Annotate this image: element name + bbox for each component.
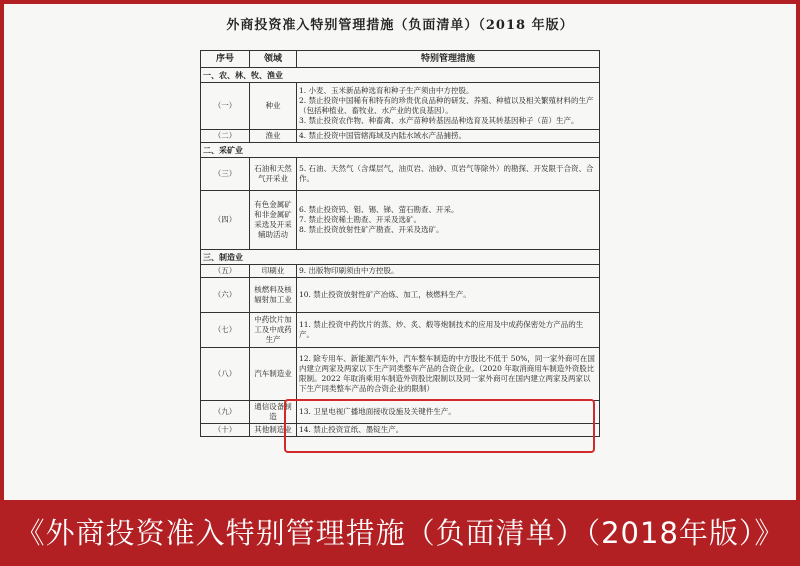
measure-item: 1. 小麦、玉米新品种选育和种子生产须由中方控股。 [299, 86, 474, 95]
section-row [201, 68, 600, 83]
row-field: 中药饮片加工及中成药生产 [250, 313, 297, 348]
row-measures [297, 158, 600, 191]
measure-item: 14. 禁止投资宣纸、墨锭生产。 [299, 425, 404, 434]
measure-item: 10. 禁止投资放射性矿产冶炼、加工，核燃料生产。 [299, 290, 471, 299]
row-field: 其他制造业 [250, 424, 297, 437]
row-no: （三） [201, 158, 250, 191]
section-title: 一、农、林、牧、渔业 [201, 68, 600, 83]
measure-item: 13. 卫星电视广播地面接收设施及关键件生产。 [299, 407, 456, 416]
header-measures: 特别管理措施 [297, 51, 600, 68]
row-measures [297, 83, 600, 130]
top-accent-bar [0, 0, 800, 4]
measure-item: 3. 禁止投资农作物、种畜禽、水产苗种转基因品种选育及其转基因种子（苗）生产。 [299, 116, 579, 125]
document-title: 外商投资准入特别管理措施（负面清单）（2018 年版） [226, 18, 574, 33]
row-no: （十） [201, 424, 250, 437]
row-no: （四） [201, 191, 250, 250]
row-field: 汽车制造业 [250, 348, 297, 401]
section-title: 二、采矿业 [201, 143, 600, 158]
right-accent-bar [796, 0, 800, 500]
row-measures [297, 265, 600, 278]
row-field: 石油和天然气开采业 [250, 158, 297, 191]
row-no: （八） [201, 348, 250, 401]
row-no: （五） [201, 265, 250, 278]
header-no: 序号 [201, 51, 250, 68]
row-no: （七） [201, 313, 250, 348]
caption-text: 《外商投资准入特别管理措施（负面清单）（2018年版）》 [15, 516, 785, 550]
measure-item: 12. 除专用车、新能源汽车外，汽车整车制造的中方股比不低于 50%，同一家外商可在国内建立两家及两家以下生产同类整车产品的合资企业。（2020 年取消商用车制造外资股比限制。2022 年取消乘用车制造外资股比限制以及同一家外商可在国内建立两家及两家以下生产同类整车产品的合资企业的限制） [299, 354, 595, 393]
row-field: 有色金属矿和非金属矿采选及开采辅助活动 [250, 191, 297, 250]
measure-item: 8. 禁止投资放射性矿产勘查、开采及选矿。 [299, 225, 444, 234]
measure-item: 2. 禁止投资中国稀有和特有的珍贵优良品种的研发、养殖、种植以及相关繁殖材料的生产（包括种植业、畜牧业、水产业的优良基因）。 [299, 96, 594, 115]
table-header-row [201, 51, 600, 68]
measure-item: 4. 禁止投资中国管辖海域及内陆水域水产品捕捞。 [299, 131, 467, 140]
caption-banner [0, 500, 800, 566]
table-row [201, 313, 600, 348]
row-measures [297, 191, 600, 250]
measure-item: 9. 出版物印刷须由中方控股。 [299, 266, 399, 275]
table-row [201, 158, 600, 191]
row-no: （九） [201, 401, 250, 424]
measure-item: 11. 禁止投资中药饮片的蒸、炒、炙、煅等炮制技术的应用及中成药保密处方产品的生产。 [299, 320, 584, 339]
row-field: 渔业 [250, 130, 297, 143]
measure-item: 6. 禁止投资钨、钼、锡、锑、萤石勘查、开采。 [299, 205, 459, 214]
highlight-box [284, 399, 595, 453]
table-row [201, 130, 600, 143]
section-row [201, 250, 600, 265]
table-row [201, 278, 600, 313]
table-row [201, 83, 600, 130]
section-title: 三、制造业 [201, 250, 600, 265]
row-field: 印刷业 [250, 265, 297, 278]
row-field: 核燃料及核辐射加工业 [250, 278, 297, 313]
row-no: （二） [201, 130, 250, 143]
section-row [201, 143, 600, 158]
negative-list-table [200, 50, 600, 437]
table-row [201, 348, 600, 401]
left-accent-bar [0, 0, 4, 500]
row-measures [297, 348, 600, 401]
table-row [201, 191, 600, 250]
row-no: （六） [201, 278, 250, 313]
header-field: 领域 [250, 51, 297, 68]
table-row [201, 265, 600, 278]
row-measures [297, 130, 600, 143]
row-field: 通信设备制造 [250, 401, 297, 424]
row-measures [297, 313, 600, 348]
row-field: 种业 [250, 83, 297, 130]
row-no: （一） [201, 83, 250, 130]
row-measures [297, 278, 600, 313]
measure-item: 5. 石油、天然气（含煤层气，油页岩、油砂、页岩气等除外）的勘探、开发限于合资、合作。 [299, 164, 594, 183]
measure-item: 7. 禁止投资稀土勘查、开采及选矿。 [299, 215, 422, 224]
